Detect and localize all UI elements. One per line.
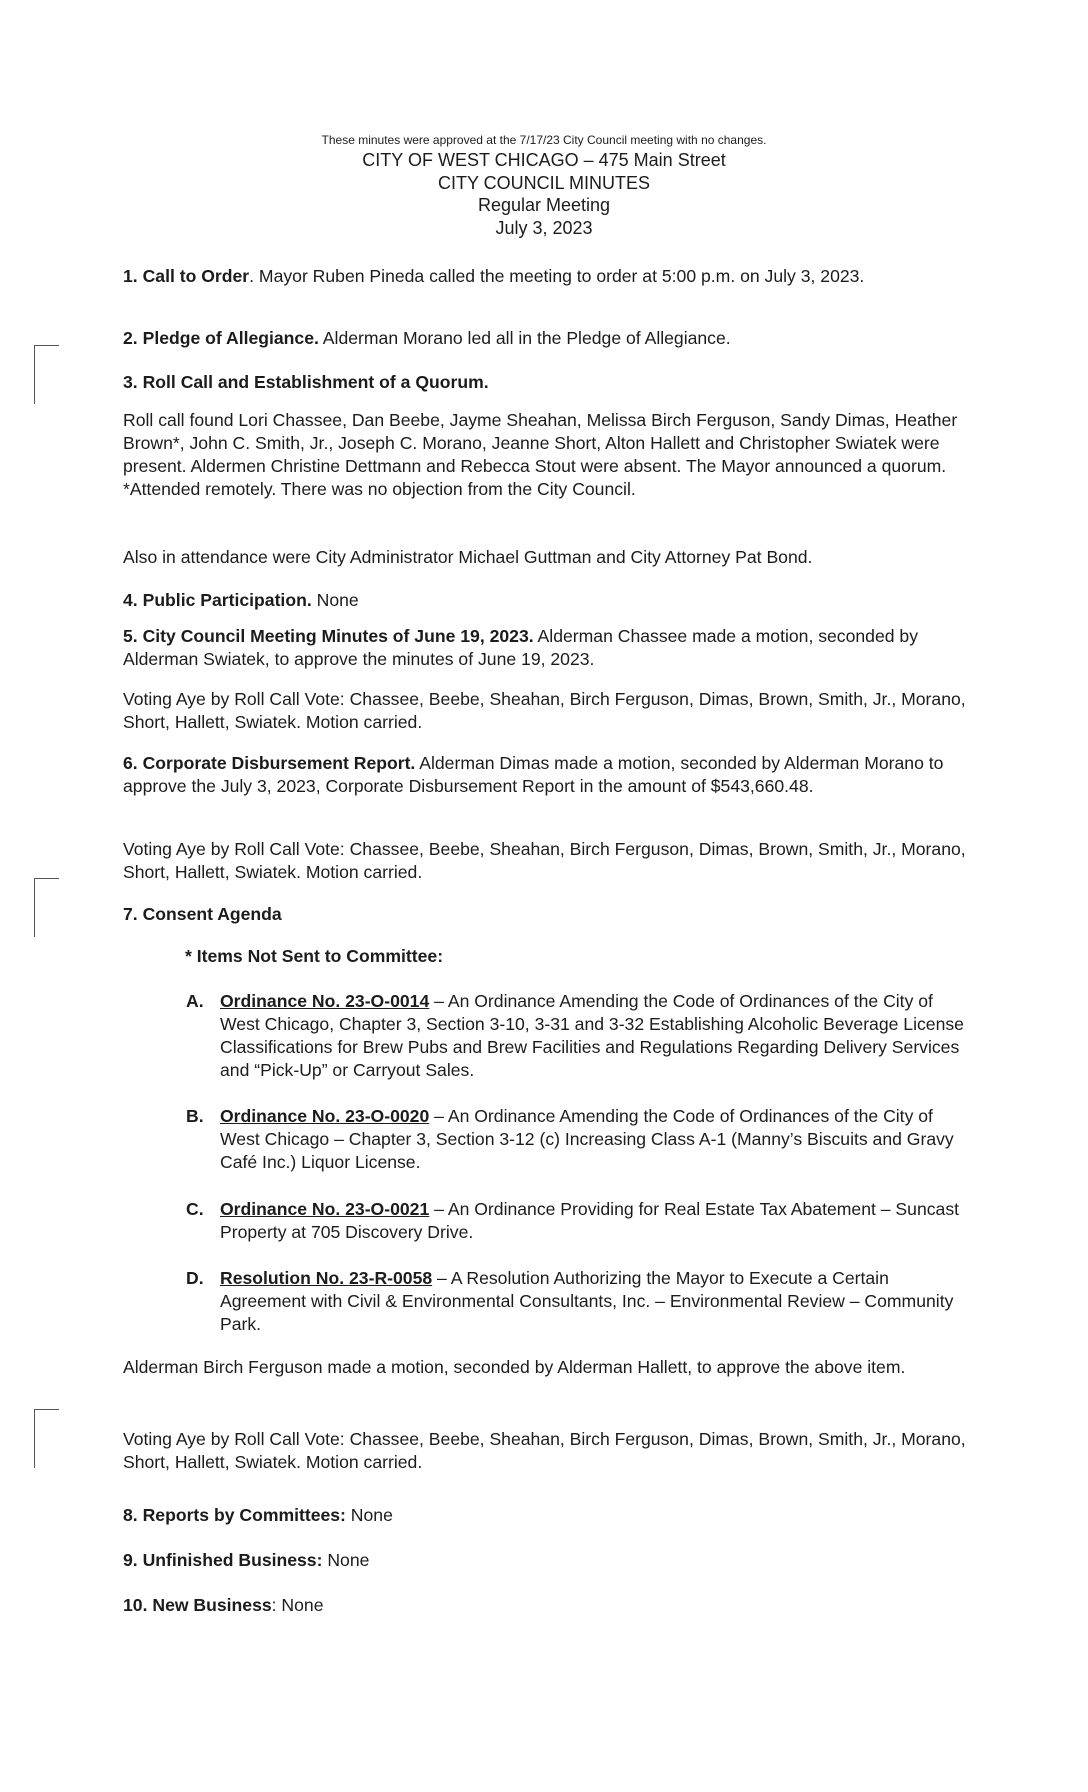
section-text: Alderman Morano led all in the Pledge of Allegiance. (318, 328, 731, 348)
vote-consent: Voting Aye by Roll Call Vote: Chassee, Beebe, Sheahan, Birch Ferguson, Dimas, Brown, Smith, Jr., Morano, Short, Hallett, Swiatek. Motion carried. (123, 1429, 966, 1472)
section-consent-agenda (123, 903, 968, 926)
item-letter: D. (186, 1268, 204, 1288)
roll-call-paragraph (123, 409, 968, 501)
section-meeting-minutes (123, 625, 968, 671)
remote-note: *Attended remotely. There was no objection from the City Council. (123, 479, 636, 499)
section-number: 3. (123, 372, 138, 392)
binder-mark-top (34, 345, 59, 404)
section-text: None (311, 590, 359, 610)
section-number: 5. (123, 626, 138, 646)
section-text: None (322, 1550, 370, 1570)
section-number: 7. (123, 904, 138, 924)
item-letter: C. (186, 1199, 204, 1219)
meeting-date: July 3, 2023 (495, 217, 593, 238)
section-new-business (123, 1594, 968, 1617)
section-reports (123, 1504, 968, 1527)
binder-mark-bottom (34, 1409, 59, 1468)
section-pledge (123, 327, 968, 350)
section-title: Corporate Disbursement Report. (142, 753, 416, 773)
item-text: – A Resolution Authorizing the Mayor to Execute a Certain Agreement with Civil & Environmental Consultants, Inc. – Environmental Review – Community Park. (220, 1268, 954, 1334)
section-roll-call-heading (123, 371, 968, 394)
item-reference: Resolution No. 23-R-0058 (220, 1268, 433, 1288)
consent-subhead (185, 945, 965, 968)
section-title: Roll Call and Establishment of a Quorum. (142, 372, 489, 392)
vote-disbursement: Voting Aye by Roll Call Vote: Chassee, Beebe, Sheahan, Birch Ferguson, Dimas, Brown, Smith, Jr., Morano, Short, Hallett, Swiatek. Motion carried. (123, 839, 966, 882)
attendance-paragraph: Also in attendance were City Administrator Michael Guttman and City Attorney Pat Bond. (123, 547, 813, 567)
section-text: Alderman Dimas made a motion, seconded by Alderman Morano to approve the July 3, 2023, Corporate Disbursement Report in the amount of $543,660.48. (123, 753, 944, 796)
item-reference: Ordinance No. 23-O-0021 (220, 1199, 430, 1219)
roll-call-text: Roll call found Lori Chassee, Dan Beebe, Jayme Sheahan, Melissa Birch Ferguson, Sandy Dimas, Heather Brown*, John C. Smith, Jr., Joseph C. Morano, Jeanne Short, Alton Hallett and Christopher Swiatek were present. Aldermen Christine Dettmann and Rebecca Stout were absent. The Mayor announced a quorum. (123, 410, 958, 476)
item-letter: A. (186, 991, 204, 1011)
subhead-text: * Items Not Sent to Committee: (185, 946, 444, 966)
city-address: CITY OF WEST CHICAGO – 475 Main Street (362, 150, 726, 170)
agenda-item-b (186, 1105, 968, 1174)
section-unfinished-business (123, 1549, 968, 1572)
section-number: 1. (123, 266, 138, 286)
agenda-item-c (186, 1198, 968, 1244)
document-header (0, 133, 1088, 239)
section-number: 10. (123, 1595, 148, 1615)
section-number: 8. (123, 1505, 138, 1525)
minutes-title: CITY COUNCIL MINUTES (437, 172, 651, 193)
section-text: : None (271, 1595, 324, 1615)
agenda-item-a (186, 990, 968, 1082)
section-title: Pledge of Allegiance. (142, 328, 319, 348)
section-number: 4. (123, 590, 138, 610)
item-letter: B. (186, 1106, 204, 1126)
agenda-item-d (186, 1267, 968, 1336)
section-title: Unfinished Business: (142, 1550, 323, 1570)
item-reference: Ordinance No. 23-O-0020 (220, 1106, 430, 1126)
section-text: Alderman Chassee made a motion, seconded by Alderman Swiatek, to approve the minutes of June 19, 2023. (123, 626, 918, 669)
item-text: – An Ordinance Providing for Real Estate Tax Abatement – Suncast Property at 705 Discovery Drive. (220, 1199, 960, 1242)
section-number: 2. (123, 328, 138, 348)
item-text: – An Ordinance Amending the Code of Ordinances of the City of West Chicago, Chapter 3, Section 3-10, 3-31 and 3-32 Establishing Alcoholic Beverage License Classifications for Brew Pubs and Brew Facilities and Regulations Regarding Delivery Services and “Pick-Up” or Carryout Sales. (220, 991, 964, 1080)
vote-minutes: Voting Aye by Roll Call Vote: Chassee, Beebe, Sheahan, Birch Ferguson, Dimas, Brown, Smith, Jr., Morano, Short, Hallett, Swiatek. Motion carried. (123, 689, 966, 732)
section-title: Public Participation. (142, 590, 312, 610)
section-number: 9. (123, 1550, 138, 1570)
section-disbursement (123, 752, 968, 798)
section-title: Consent Agenda (142, 904, 282, 924)
section-title: New Business (152, 1595, 272, 1615)
consent-motion: Alderman Birch Ferguson made a motion, seconded by Alderman Hallett, to approve the above item. (123, 1357, 906, 1377)
item-reference: Ordinance No. 23-O-0014 (220, 991, 430, 1011)
section-title: Reports by Committees: (142, 1505, 346, 1525)
section-public-participation (123, 589, 968, 612)
meeting-type: Regular Meeting (477, 195, 611, 215)
section-title: Call to Order (142, 266, 250, 286)
approval-note: These minutes were approved at the 7/17/23 City Council meeting with no changes. (321, 133, 767, 147)
section-number: 6. (123, 753, 138, 773)
section-call-to-order (123, 265, 968, 288)
binder-mark-middle (34, 878, 59, 937)
section-text: None (345, 1505, 393, 1525)
item-text: – An Ordinance Amending the Code of Ordinances of the City of West Chicago – Chapter 3, Section 3-12 (c) Increasing Class A-1 (Manny’s Biscuits and Gravy Café Inc.) Liquor License. (220, 1106, 954, 1172)
section-text: . Mayor Ruben Pineda called the meeting to order at 5:00 p.m. on July 3, 2023. (249, 266, 865, 286)
section-title: City Council Meeting Minutes of June 19, 2023. (142, 626, 534, 646)
